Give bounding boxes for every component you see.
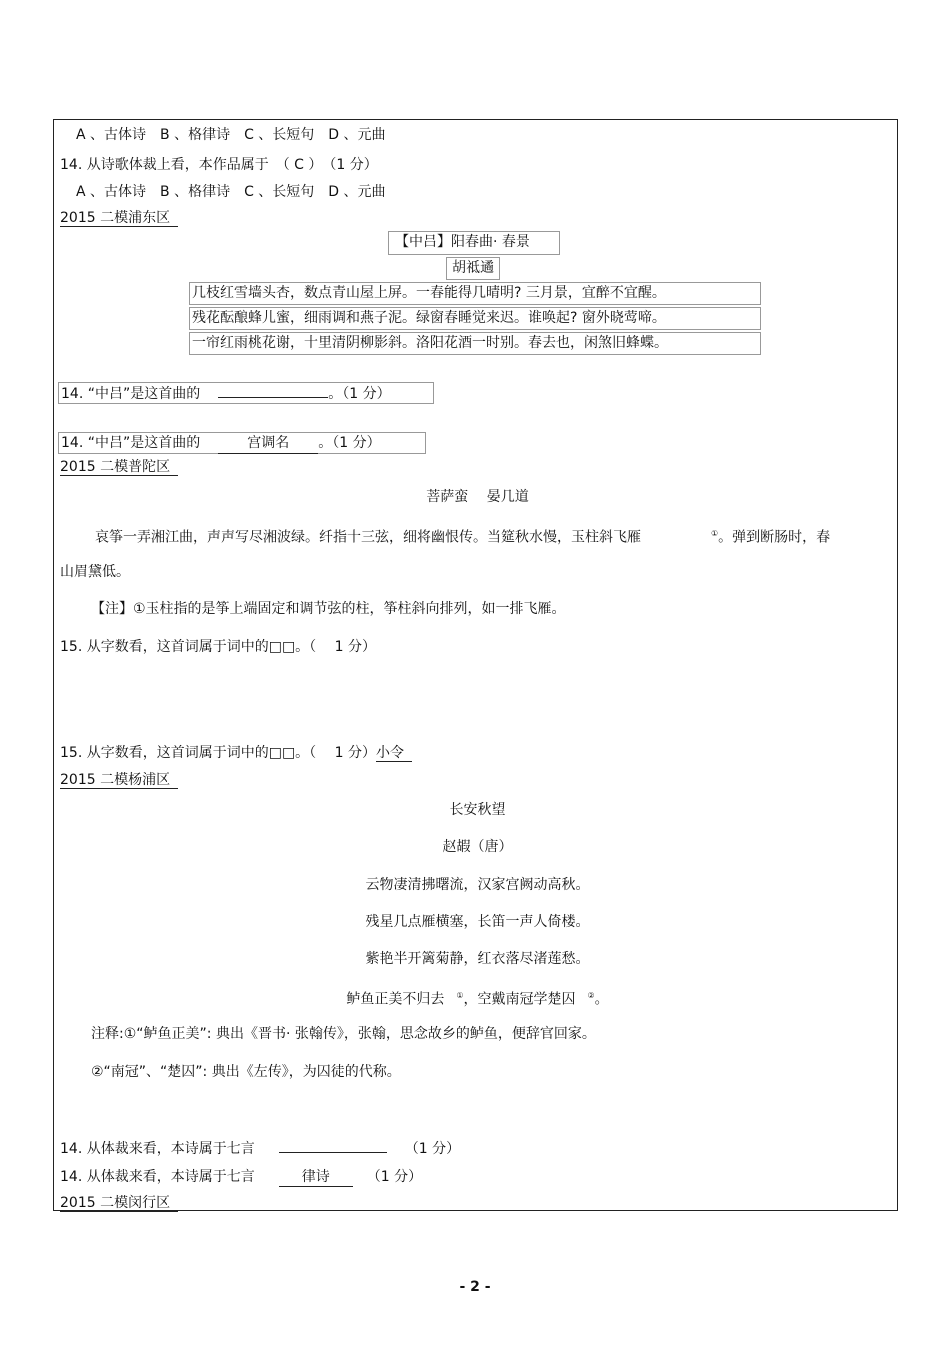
poem-2-body-line-2: 山眉黛低。 — [60, 564, 130, 580]
poem-line-3: 一帘红雨桃花谢，十里清阴柳影斜。洛阳花酒一时别。春去也，闲煞旧蜂蝶。 — [189, 332, 761, 355]
poem-3-line-3: 紫艳半开篱菊静，红衣落尽渚莲愁。 — [365, 951, 590, 967]
question-15-answer: 15. 从字数看，这首词属于词中的□□。（ 1 分）小令 — [60, 744, 412, 762]
question-14-form-blank: 14. 从体裁来看，本诗属于七言 （1 分） — [60, 1138, 460, 1158]
page-number: - 2 - — [459, 1279, 491, 1295]
poem-2-body-line-1: 哀筝一弄湘江曲，声声写尽湘波绿。纤指十三弦，细将幽恨传。当筵秋水慢，玉柱斜飞雁 ①。弹到断肠时，春 — [95, 529, 831, 546]
poem-3-title: 长安秋望 — [449, 802, 506, 818]
poem-3-line-4: 鲈鱼正美不归去 ①，空戴南冠学楚囚 ②。 — [346, 991, 609, 1008]
options-line-2: A 、古体诗 B 、格律诗 C 、长短句 D 、元曲 — [76, 184, 386, 200]
poem-3-line-2: 残星几点雁横塞，长笛一声人倚楼。 — [365, 914, 590, 930]
options-line-1: A 、古体诗 B 、格律诗 C 、长短句 D 、元曲 — [76, 127, 386, 143]
poem-3-author: 赵嘏（唐） — [442, 839, 513, 855]
answer-text: 宫调名 — [218, 433, 318, 454]
question-14-form-answer: 14. 从体裁来看，本诗属于七言 律诗 （1 分） — [60, 1169, 423, 1185]
poem-line-2: 残花酝酿蜂儿蜜，细雨调和燕子泥。绿窗春睡觉来迟。谁唤起? 窗外晓莺啼。 — [189, 307, 761, 330]
question-14-blank-box: 14. “中吕”是这首曲的 。（1 分） — [58, 382, 434, 404]
poem-line-1: 几枝红雪墙头杏，数点青山屋上屏。一春能得几晴明? 三月景，宜醉不宜醒。 — [189, 282, 761, 305]
poem-title-box: 【中吕】阳春曲· 春景 — [388, 231, 560, 255]
poem-2-title: 菩萨蛮 晏几道 — [426, 489, 529, 505]
section-heading-minhang: 2015 二模闵行区 — [60, 1194, 178, 1212]
poem-3-line-1: 云物凄清拂曙流，汉家宫阙动高秋。 — [365, 877, 590, 893]
question-15-blank: 15. 从字数看，这首词属于词中的□□。（ 1 分） — [60, 639, 376, 655]
question-14-answer: 14. 从诗歌体裁上看，本作品属于 （ C ） （1 分） — [60, 157, 378, 173]
section-heading-pudong: 2015 二模浦东区 — [60, 209, 178, 227]
answer-blank — [218, 383, 328, 398]
poem-2-note: 【注】①玉柱指的是筝上端固定和调节弦的柱，筝柱斜向排列，如一排飞雁。 — [91, 601, 566, 617]
poem-3-note-2: ②“南冠”、“楚囚”: 典出《左传》，为囚徒的代称。 — [91, 1064, 401, 1080]
section-heading-yangpu: 2015 二模杨浦区 — [60, 771, 178, 789]
poem-3-note-1: 注释:①“鲈鱼正美”: 典出《晋书· 张翰传》，张翰，思念故乡的鲈鱼，便辞官回家。 — [91, 1026, 596, 1042]
poem-author-box: 胡祗遹 — [446, 257, 500, 280]
section-heading-putuo: 2015 二模普陀区 — [60, 458, 178, 476]
question-14-answer-box: 14. “中吕”是这首曲的 宫调名 。（1 分） — [58, 432, 426, 454]
